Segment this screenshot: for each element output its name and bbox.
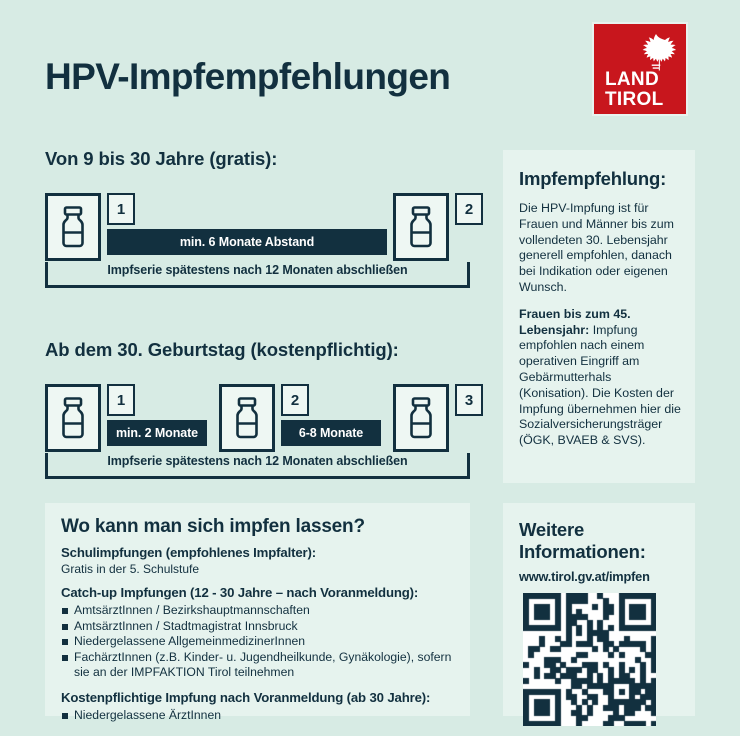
info-url: www.tirol.gv.at/impfen	[519, 569, 650, 584]
dose2-3-number: 3	[455, 384, 483, 416]
dose2-1-vial	[45, 384, 101, 452]
dose2-2-vial	[219, 384, 275, 452]
schedule-2-heading: Ab dem 30. Geburtstag (kostenpflichtig):	[45, 339, 399, 360]
logo-text	[605, 70, 664, 110]
tirol-eagle-icon	[635, 29, 677, 73]
group-2-heading: Catch-up Impfungen (12 - 30 Jahre – nach Voranmeldung):	[61, 585, 419, 600]
interval2-2-label: 6-8 Monate	[281, 420, 381, 446]
dose2-2-number: 2	[281, 384, 309, 416]
dose2-1-number: 1	[107, 384, 135, 416]
dose2-3-vial	[393, 384, 449, 452]
schedule-1-heading: Von 9 bis 30 Jahre (gratis):	[45, 148, 278, 169]
logo-line-1: LAND	[605, 69, 659, 90]
schedule-1-bracket-label: Impfserie spätestens nach 12 Monaten abschließen	[107, 263, 408, 277]
group-2-list	[61, 603, 454, 681]
list-item: Niedergelassene ÄrztInnen	[61, 708, 454, 724]
group-1-note: Gratis in der 5. Schulstufe	[61, 562, 200, 576]
bracket-line	[48, 476, 467, 479]
group-1-heading: Schulimpfungen (empfohlenes Impfalter):	[61, 545, 316, 560]
page-title: HPV-Impfempfehlungen	[45, 56, 451, 97]
spacer	[61, 576, 454, 585]
schedule-2-bracket-label: Impfserie spätestens nach 12 Monaten abschließen	[107, 454, 408, 468]
where-panel-title: Wo kann man sich impfen lassen?	[61, 516, 365, 537]
recommendation-title: Impfempfehlung:	[519, 168, 667, 189]
dose-1-number: 1	[107, 193, 135, 225]
recommendation-paragraph-1: Die HPV-Impfung ist für Frauen und Männer bis zum vollendeten 30. Lebensjahr generell empfohlen, danach bei Indikation oder eigenen Wunsch.	[519, 201, 674, 294]
info-title-line-1: Weitere	[519, 519, 585, 540]
group-3-list	[61, 708, 454, 724]
land-tirol-logo	[592, 22, 688, 116]
list-item: Niedergelassene AllgemeinmedizinerInnen	[61, 634, 454, 650]
schedule-2-bracket	[45, 453, 470, 479]
recommendation-panel	[503, 150, 695, 483]
recommendation-block-2	[519, 307, 681, 449]
qr-code-icon[interactable]	[523, 593, 656, 726]
qr-code-wrap	[519, 584, 681, 726]
spacer	[519, 296, 681, 307]
logo-line-2: TIROL	[605, 89, 664, 110]
interval2-1-label: min. 2 Monate	[107, 420, 207, 446]
interval-1-label: min. 6 Monate Abstand	[107, 229, 387, 255]
list-item: FachärztInnen (z.B. Kinder- u. Jugendheilkunde, Gynäkologie), sofern sie an der IMPFAKTION Tirol teilnehmen	[61, 650, 454, 681]
more-information-panel	[503, 503, 695, 716]
list-item: AmtsärztInnen / Stadtmagistrat Innsbruck	[61, 619, 454, 635]
spacer	[61, 681, 454, 690]
recommendation-subheading: Frauen bis zum 45. Lebensjahr:	[519, 306, 631, 337]
schedule-1-bracket	[45, 262, 470, 288]
dose-1-vial	[45, 193, 101, 261]
dose-2-vial	[393, 193, 449, 261]
bracket-line	[48, 285, 467, 288]
dose-2-number: 2	[455, 193, 483, 225]
info-title-line-2: Informationen:	[519, 541, 646, 562]
group-3-heading: Kostenpflichtige Impfung nach Voranmeldung (ab 30 Jahre):	[61, 689, 431, 705]
where-to-vaccinate-panel	[45, 503, 470, 722]
recommendation-paragraph-2: Impfung empfohlen nach einem operativen Eingriff am Gebärmutterhals (Konisation). Die Kosten der Impfung übernehmen hier die Sozialversicherungsträger (ÖGK, BVAEB & SVS).	[519, 322, 681, 448]
list-item: AmtsärztInnen / Bezirkshauptmannschaften	[61, 603, 454, 619]
